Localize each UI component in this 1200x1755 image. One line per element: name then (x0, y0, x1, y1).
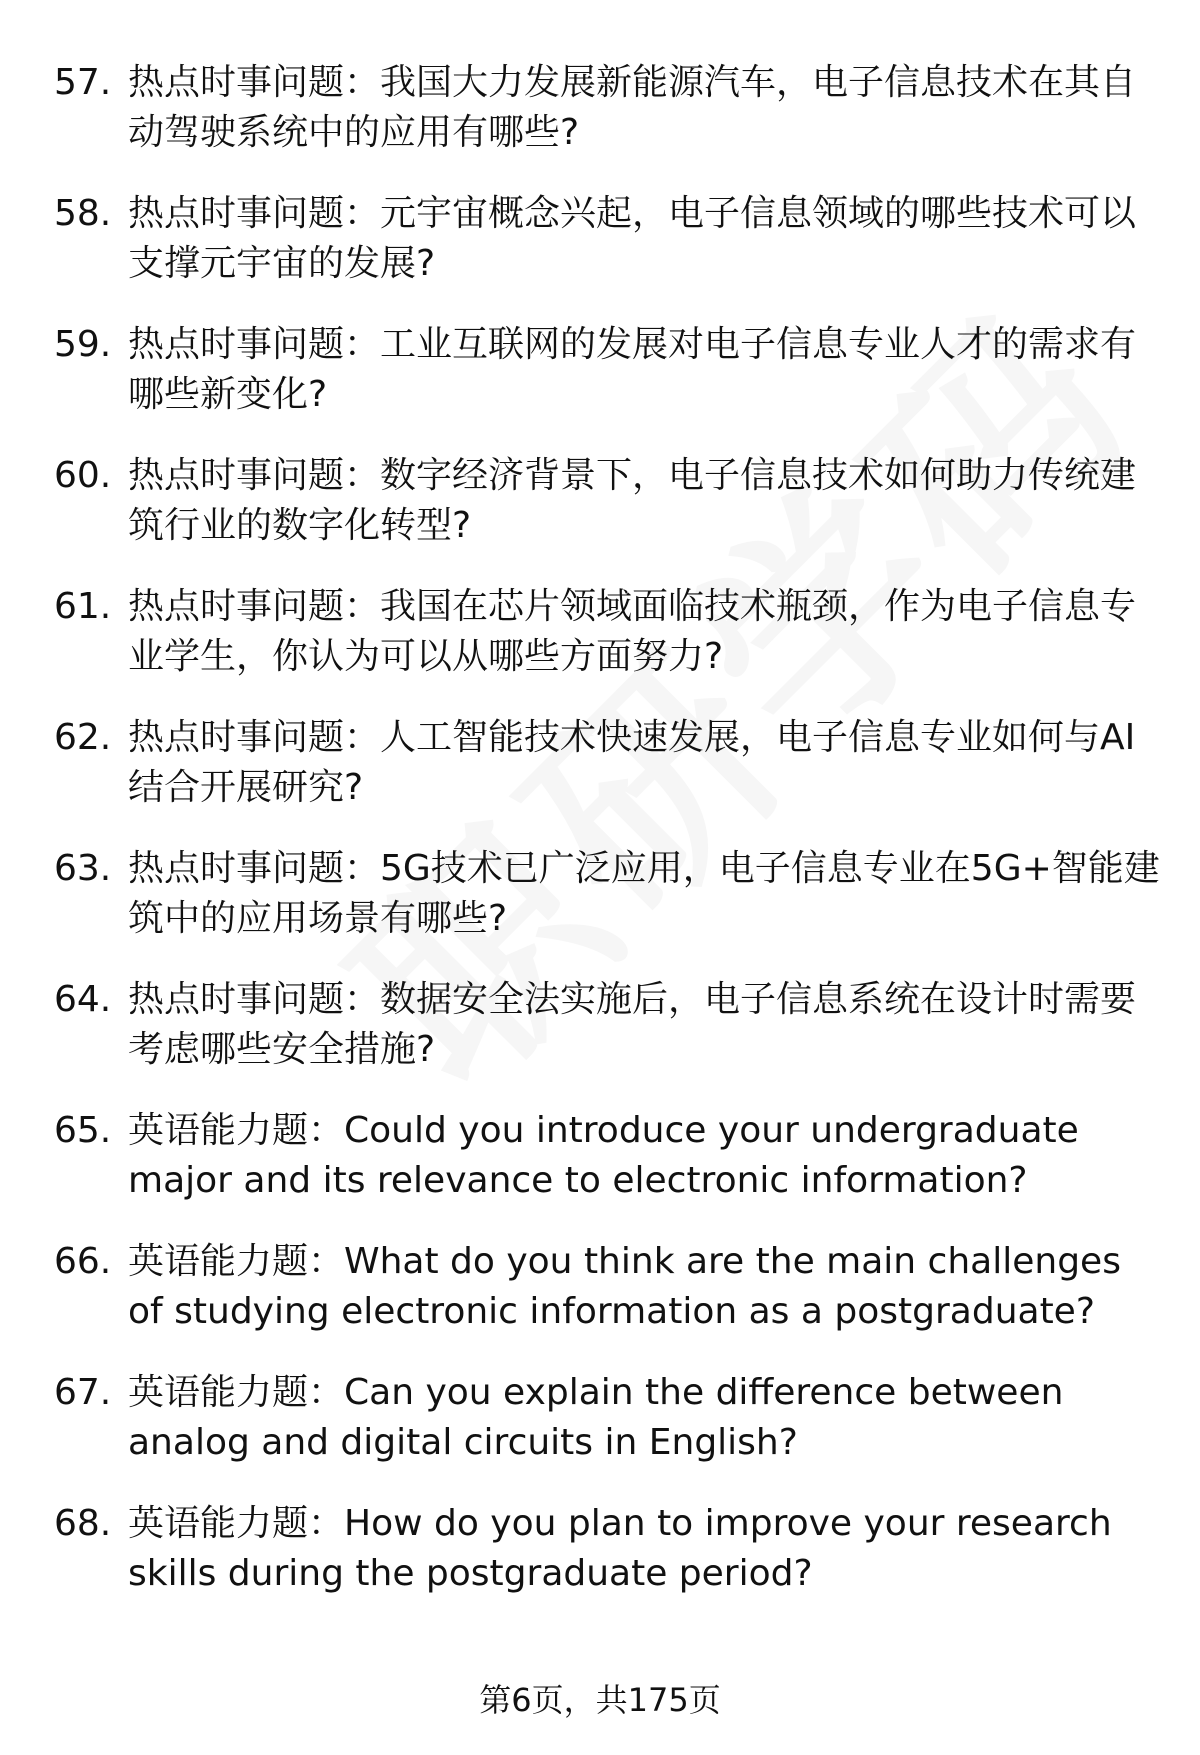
question-number: 68. (54, 1503, 112, 1544)
list-item (54, 1237, 1164, 1337)
question-number: 67. (54, 1372, 112, 1413)
list-item (54, 189, 1164, 289)
list-item (54, 1499, 1164, 1599)
question-number: 60. (54, 455, 112, 496)
question-number: 64. (54, 979, 112, 1020)
list-item (54, 1106, 1164, 1206)
question-text: 热点时事问题：数据安全法实施后，电子信息系统在设计时需要考虑哪些安全措施? (128, 979, 1137, 1070)
question-number: 63. (54, 848, 112, 889)
question-number: 62. (54, 717, 112, 758)
question-text: 英语能力题：Can you explain the difference between analog and digital circuits in English? (128, 1372, 1064, 1463)
question-number: 59. (54, 324, 112, 365)
list-item (54, 844, 1164, 944)
question-number: 61. (54, 586, 112, 627)
question-text: 热点时事问题：我国大力发展新能源汽车，电子信息技术在其自动驾驶系统中的应用有哪些? (128, 62, 1137, 153)
question-list (54, 58, 1164, 1630)
question-text: 热点时事问题：人工智能技术快速发展，电子信息专业如何与AI结合开展研究? (128, 717, 1136, 808)
question-text: 热点时事问题：元宇宙概念兴起，电子信息领域的哪些技术可以支撑元宇宙的发展? (128, 193, 1137, 284)
question-number: 58. (54, 193, 112, 234)
question-text: 热点时事问题：工业互联网的发展对电子信息专业人才的需求有哪些新变化? (128, 324, 1137, 415)
question-text: 英语能力题：Could you introduce your undergraduate major and its relevance to electronic information? (128, 1110, 1079, 1201)
page-footer (0, 1680, 1200, 1720)
question-text: 热点时事问题：我国在芯片领域面临技术瓶颈，作为电子信息专业学生，你认为可以从哪些方面努力? (128, 586, 1137, 677)
question-number: 65. (54, 1110, 112, 1151)
question-text: 英语能力题：What do you think are the main challenges of studying electronic information as a postgraduate? (128, 1241, 1121, 1332)
list-item (54, 975, 1164, 1075)
list-item (54, 320, 1164, 420)
question-text: 热点时事问题：5G技术已广泛应用，电子信息专业在5G+智能建筑中的应用场景有哪些? (128, 848, 1160, 939)
question-text: 热点时事问题：数字经济背景下，电子信息技术如何助力传统建筑行业的数字化转型? (128, 455, 1137, 546)
question-text: 英语能力题：How do you plan to improve your research skills during the postgraduate period? (128, 1503, 1112, 1594)
list-item (54, 713, 1164, 813)
question-number: 57. (54, 62, 112, 103)
list-item (54, 451, 1164, 551)
page-number-label: 第6页，共175页 (479, 1681, 721, 1719)
list-item (54, 58, 1164, 158)
question-number: 66. (54, 1241, 112, 1282)
list-item (54, 1368, 1164, 1468)
list-item (54, 582, 1164, 682)
